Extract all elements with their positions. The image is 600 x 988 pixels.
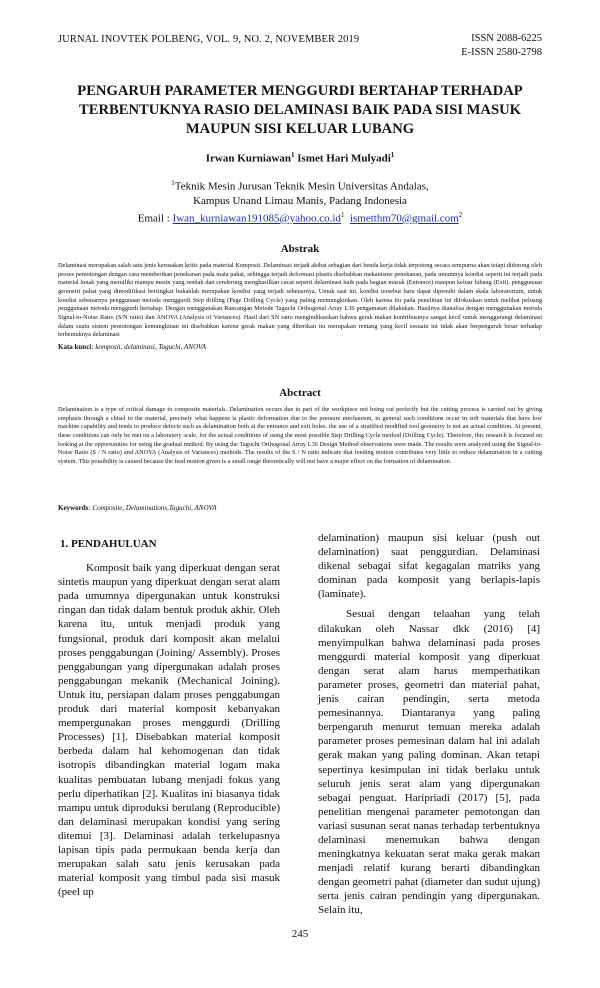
keywords-en: [58, 504, 542, 512]
section-heading: 1. PENDAHULUAN: [60, 538, 157, 550]
keywords-id-label: Kata kunci: [58, 343, 92, 351]
affiliation-sup: 1: [171, 179, 175, 187]
keywords-en-label: Keywords: [58, 504, 89, 512]
issn: ISSN 2088-6225: [471, 33, 542, 44]
journal-header: JURNAL INOVTEK POLBENG, VOL. 9, NO. 2, NOVEMBER 2019: [58, 34, 360, 45]
email-1-sup: 1: [340, 211, 345, 219]
email-2-sup: 2: [458, 211, 463, 219]
left-column: [58, 535, 280, 899]
eissn: E-ISSN 2580-2798: [461, 47, 542, 58]
author-1: Irwan Kurniawan: [205, 152, 292, 165]
right-paragraph-0: delamination) maupun sisi keluar (push out delamination) saat penggurdian. Delaminasi dikenal sebagai sifat kegagalan matriks yang dominan pada komposit yang berlapis-lapis (laminate).: [318, 532, 540, 601]
keywords-en-text: : Composite, Delaminations,Taguchi, ANOVA: [88, 504, 217, 512]
abstract-text: Delamination is a type of critical damage to composite materials. Delamination occurs due to part of the workpiece not being cut perfectly but the cutting process is carried out by giving emphasis through a chisel to the material, precisely what happens is plastic deformation due to the pressure mechanism, in general such conditions occur in soft materials that have low machine capability and tends to produce defects such as delamination both at the entrance and exit holes. the use of a stratified modified tool geometry is not an actual condition. At present, these conditions can only be met on a laboratory scale, for the actual conditions of using the most possible Step Drilling Cycle method (Drilling Cycle). Therefore, this research is focused on looking at the opportunities for using the gradual method. By using the Taguchi Orthogonal Array L36 Design Method observations were made. The results were analyzed using the Signal-to-Noise Ratio (S / N ratio) and ANOVA (Analysis of Variances) methods. The results of the S / N ratio indicate that feeding motion contributes very little to reduce delamination in a cutting system. This possibility is caused because the feed motion given is a small range theoretically will not have a major effect on the formation of delamination.: [58, 406, 542, 465]
email-line: [58, 211, 542, 225]
right-paragraph-1: Sesuai dengan telaahan yang telah dilakukan oleh Nassar dkk (2016) [4] menyimpulkan bahwa delaminasi pada proses menggurdi material komposit yang diperkuat dengan serat alam harus memperhatikan parameter proses, geometri dan material pahat, jenis cairan pendingin, serta metoda pemesinannya. Diantaranya yang paling berpengaruh menurut temuan mereka adalah parameter proses pemesinan dalam hal ini adalah gerak makan yang paling dominan. Akan tetapi sepertinya kesimpulan ini tidak berlaku untuk seluruh jenis serat alam yang dipergunakan sebagai penguat. Haripriadi (2017) [5], pada penelitian mengenai parameter pemotongan dan variasi susunan serat nanas terhadap terbentuknya delaminasi menemukan bahwa dengan meningkatnya kekuatan serat maka gerak makan menjadi relatif kurang berarti dibandingkan dengan geometri pahat (diameter dan sudut ujung) serta jenis cairan pendingin yang dipergunakan. Selain itu,: [318, 608, 540, 917]
author-2-sup: 1: [390, 151, 395, 159]
keywords-id-text: : komposit, delaminasi, Taguchi, ANOVA: [91, 343, 207, 351]
right-column: [318, 531, 540, 918]
email-link-2[interactable]: ismetthm70@gmail.com: [349, 212, 459, 225]
affiliation-line-2: Kampus Unand Limau Manis, Padang Indonesia: [193, 194, 407, 207]
affiliation-line-1: Teknik Mesin Jurusan Teknik Mesin Universitas Andalas,: [174, 180, 429, 193]
left-paragraph-1: Komposit baik yang diperkuat dengan serat sintetis maupun yang diperkuat dengan serat alam pada umumnya dipergunakan untuk konstruksi ringan dan tidak dalam bentuk produk akhir. Oleh karena itu, untuk menjadi produk yang fungsional, produk dari komposit akan melalui proses penggabungan (Joining/ Assembly). Proses penggabungan yang dipergunakan adalah proses penggabungan mekanik (Mechanical Joining). Untuk itu, persiapan dalam proses penggabungan produk dari material komposit kebanyakan mempergunakan proses menggurdi (Drilling Processes) [1]. Disebabkan material komposit berbeda dalam hal kehomogenan dan tidak isotropis dibandingkan material logam maka kualitas pembuatan lubang menjadi fokus yang perlu diperhatikan [2]. Kualitas ini biasanya tidak mampu untuk diproduksi berulang (Reproducible) dan delaminasi merupakan kondisi yang sering ditemui [3]. Delaminasi adalah terkelupasnya lapisan tipis pada permukaan benda kerja dan merupakan salah satu jenis kerusakan pada material komposit yang timbul pada sisi masuk (peel up: [58, 562, 280, 899]
abstrak-heading: Abstrak: [280, 243, 320, 255]
paper-title: PENGARUH PARAMETER MENGGURDI BERTAHAP TERHADAP TERBENTUKNYA RASIO DELAMINASI BAIK PADA SISI MASUK MAUPUN SISI KELUAR LUBANG: [77, 83, 523, 137]
author-1-sup: 1: [291, 151, 295, 159]
email-label: Email :: [137, 212, 173, 225]
keywords-id: [58, 343, 542, 351]
author-2: Ismet Hari Mulyadi: [297, 152, 391, 165]
authors: [58, 151, 542, 165]
abstrak-text: Delaminasi merupakan salah satu jenis kerusakan kritis pada material Komposit. Delaminasi terjadi akibat sebagian dari benda kerja tidak terpotong secara sempurna akan tetapi didorong oleh proses pemotongan dengan cara memberikan penekanan pada mata pahat, sehingga terjadi deformasi plastis disebabkan mekanisme penekanan, pada umumnya kondisi seperti ini terjadi pada material lunak yang memiliki mampu mesin yang rendah dan cenderung menghasilkan cacat seperti delaminasi baik pada bagian masuk (Entrance) maupun keluar lubang (Exit). penggunaan geometri pahat yang dimodifikasi bertingkat bukanlah merupakan kondisi yang terjadi sebenarnya. Untuk saat ini, kondisi tersebut baru dapat dipenuhi dalam skala laboratorium, untuk kondisi sebenarnya penggunaan metoda menggurdi Step drilling (Page Drilling Cycle) yang paling memungkinkan. Oleh karena itu pada penelitian ini difokuskan untuk melihat peluang penggunaan metoda menggurdi bertahap. Dengan menggunakan Rancangan Metode Taguchi Orthogonal Array L36 pengamatan dilakukan. Hasilnya dianalisa dengan menggunakan metoda Signal-to-Noise Ratio (S/N ratio) dan ANOVA (Analysis of Variances). Hasil dari SN ratio mengindikasikan bahwa gerak makan kontribusinya sangat kecil untuk menggurangi delaminasi dalam suatu sistem pemotongan kemungkinan ini disebabkan karena gerak makan yang diberikan itu merupakan rentang yang kecil sesuatu ini tidak akan berpengaruh besar terhadap terbentuknya delaminasi: [58, 262, 542, 339]
page-number: 245: [291, 928, 309, 940]
email-link-1[interactable]: Iwan_kurniawan191085@yahoo.co.id: [172, 212, 341, 225]
abstract-heading: Abctract: [279, 387, 321, 399]
issn-block: [461, 32, 542, 60]
affiliation: [58, 176, 542, 208]
